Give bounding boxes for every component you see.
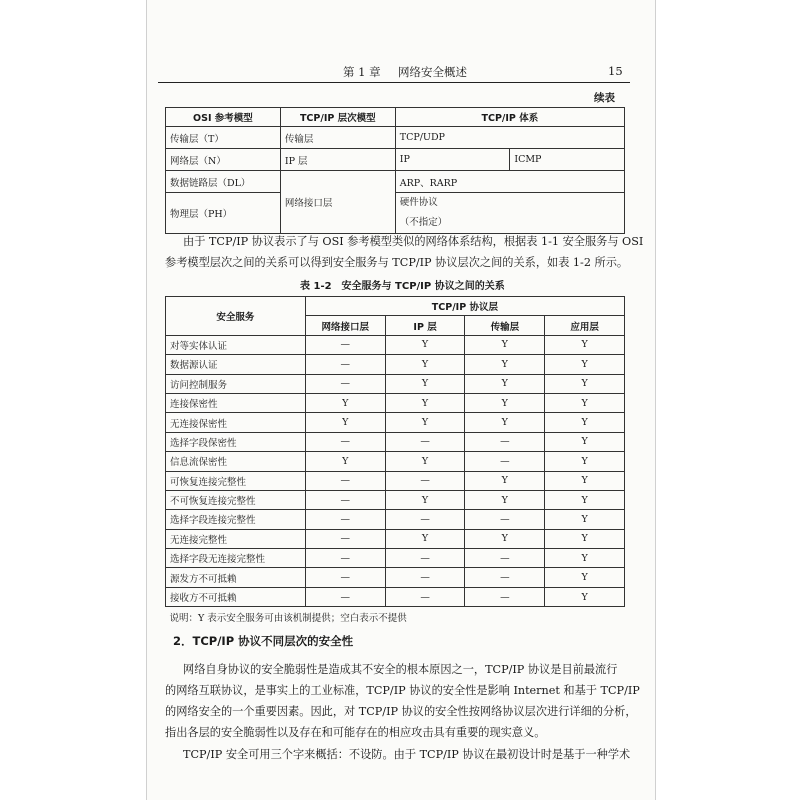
unspecified-text: （不指定） [399, 217, 448, 228]
table-cell: Y [305, 452, 385, 471]
table-cell: — [465, 452, 545, 471]
table-cell: Y [545, 374, 625, 393]
table-cell: Y [465, 471, 545, 490]
table-cell: — [385, 587, 465, 606]
table-cell: Y [465, 393, 545, 412]
service-name: 选择字段保密性 [166, 432, 306, 451]
table-cell: — [305, 355, 385, 374]
table-header-row [166, 108, 625, 127]
header-security-service: 安全服务 [166, 297, 306, 336]
table-cell: ICMP [510, 149, 625, 171]
service-name: 不可恢复连接完整性 [166, 490, 306, 509]
header-tcpip-system: TCP/IP 体系 [395, 108, 624, 127]
table-row [166, 587, 625, 606]
header-ip-layer: IP 层 [385, 316, 465, 335]
table-cell: — [305, 587, 385, 606]
hardware-protocol-text: 硬件协议 [399, 197, 438, 208]
table-cell: — [465, 587, 545, 606]
table-cell: — [305, 549, 385, 568]
table-cell: Y [385, 452, 465, 471]
service-name: 选择字段连接完整性 [166, 510, 306, 529]
table-row [166, 471, 625, 490]
paragraph-line: 由于 TCP/IP 协议表示了与 OSI 参考模型类似的网络体系结构，根据表 1-1 安全服务与 OSI [183, 235, 644, 248]
paragraph-line: TCP/IP 安全可用三个字来概括：不设防。由于 TCP/IP 协议在最初设计时是基于一种学术 [183, 748, 631, 761]
table-header-row [166, 297, 625, 316]
table-cell: — [385, 510, 465, 529]
table-cell: Y [465, 413, 545, 432]
table-cell: 物理层（PH） [166, 193, 281, 234]
table-cell: Y [305, 393, 385, 412]
table-cell: Y [465, 490, 545, 509]
table-cell: 传输层 [280, 127, 395, 149]
table-cell: — [305, 471, 385, 490]
service-name: 数据源认证 [166, 355, 306, 374]
header-osi-model: OSI 参考模型 [166, 108, 281, 127]
table-row [166, 510, 625, 529]
table-cell: — [465, 510, 545, 529]
service-name: 无连接保密性 [166, 413, 306, 432]
paragraph-line: 网络自身协议的安全脆弱性是造成其不安全的根本原因之一，TCP/IP 协议是目前最流行 [183, 663, 618, 676]
table-caption: 表 1-2 安全服务与 TCP/IP 协议之间的关系 [300, 281, 505, 292]
table-cell: Y [465, 335, 545, 354]
table-cell: Y [465, 355, 545, 374]
table-note-row [166, 607, 625, 628]
table-cell: IP 层 [280, 149, 395, 171]
table-cell: Y [545, 529, 625, 548]
table-row [166, 355, 625, 374]
table-cell: Y [545, 490, 625, 509]
table-cell: — [465, 432, 545, 451]
service-name: 接收方不可抵赖 [166, 587, 306, 606]
service-name: 源发方不可抵赖 [166, 568, 306, 587]
table-cell: 网络层（N） [166, 149, 281, 171]
table-cell-network-interface: 网络接口层 [280, 171, 395, 234]
table-cell: — [305, 529, 385, 548]
table-cell: — [385, 471, 465, 490]
table-cell: Y [385, 490, 465, 509]
table-cell: Y [385, 529, 465, 548]
table-cell: — [465, 549, 545, 568]
table-cell: — [305, 490, 385, 509]
table-cell-hardware [395, 193, 624, 234]
table-cell: Y [465, 374, 545, 393]
table-cell: — [305, 568, 385, 587]
table-cell: Y [465, 529, 545, 548]
table-cell: — [385, 432, 465, 451]
table-cell: 传输层（T） [166, 127, 281, 149]
table-row [166, 490, 625, 509]
table-cell: Y [385, 393, 465, 412]
table-cell: Y [545, 568, 625, 587]
header-rule [158, 82, 630, 83]
table-cell: — [385, 568, 465, 587]
table-row [166, 335, 625, 354]
table-row [166, 193, 625, 234]
service-name: 连接保密性 [166, 393, 306, 412]
table-cell: — [305, 510, 385, 529]
running-header-title: 网络安全概述 [398, 65, 467, 79]
table-cell: 数据链路层（DL） [166, 171, 281, 193]
table-cell: — [305, 335, 385, 354]
paragraph-line: 参考模型层次之间的关系可以得到安全服务与 TCP/IP 协议层次之间的关系，如表 1-2 所示。 [165, 256, 629, 269]
table-cell: — [305, 374, 385, 393]
table-cell: — [385, 549, 465, 568]
section-heading: 2．TCP/IP 协议不同层次的安全性 [173, 634, 354, 648]
table-cell: Y [545, 587, 625, 606]
paragraph-line: 的网络安全的一个重要因素。因此，对 TCP/IP 协议的安全性按网络协议层次进行详细的分析， [165, 705, 637, 718]
table-row [166, 568, 625, 587]
header-application-layer: 应用层 [545, 316, 625, 335]
osi-tcpip-table [165, 107, 625, 234]
table-row [166, 374, 625, 393]
security-services-table [165, 296, 625, 627]
table-cell: Y [545, 452, 625, 471]
table-row [166, 549, 625, 568]
table-cell: Y [385, 374, 465, 393]
table-note: 说明：Y 表示安全服务可由该机制提供；空白表示不提供 [166, 607, 625, 628]
table-cell: IP [395, 149, 510, 171]
table-row [166, 529, 625, 548]
table-cell: Y [545, 549, 625, 568]
table-row [166, 171, 625, 193]
service-name: 可恢复连接完整性 [166, 471, 306, 490]
header-tcpip-protocol-layer: TCP/IP 协议层 [305, 297, 624, 316]
paragraph-line: 的网络互联协议，是事实上的工业标准，TCP/IP 协议的安全性是影响 Internet 和基于 TCP/IP [165, 684, 640, 697]
running-header-chapter: 第 1 章 [343, 65, 381, 79]
table-row [166, 393, 625, 412]
table-cell: Y [545, 471, 625, 490]
table-cell: Y [385, 355, 465, 374]
table-cell: Y [545, 393, 625, 412]
table-cell: Y [545, 355, 625, 374]
table-cell: Y [545, 432, 625, 451]
table-cell: ARP、RARP [395, 171, 624, 193]
service-name: 信息流保密性 [166, 452, 306, 471]
table-row [166, 452, 625, 471]
paragraph-line: 指出各层的安全脆弱性以及存在和可能存在的相应攻击具有重要的现实意义。 [165, 726, 546, 739]
page-number: 15 [608, 64, 623, 78]
header-transport-layer: 传输层 [465, 316, 545, 335]
header-tcpip-layer-model: TCP/IP 层次模型 [280, 108, 395, 127]
table-cell: Y [545, 335, 625, 354]
table-cell: Y [385, 413, 465, 432]
table-cell: — [305, 432, 385, 451]
table-cell: Y [545, 413, 625, 432]
table-cell: — [465, 568, 545, 587]
table-cell: Y [545, 510, 625, 529]
table-cell: TCP/UDP [395, 127, 624, 149]
table-cell: Y [305, 413, 385, 432]
table-cell: Y [385, 335, 465, 354]
continued-label: 续表 [594, 92, 615, 104]
service-name: 选择字段无连接完整性 [166, 549, 306, 568]
service-name: 访问控制服务 [166, 374, 306, 393]
service-name: 对等实体认证 [166, 335, 306, 354]
service-name: 无连接完整性 [166, 529, 306, 548]
table-row [166, 432, 625, 451]
table-row [166, 413, 625, 432]
table-row [166, 149, 625, 171]
header-network-interface: 网络接口层 [305, 316, 385, 335]
table-row [166, 127, 625, 149]
